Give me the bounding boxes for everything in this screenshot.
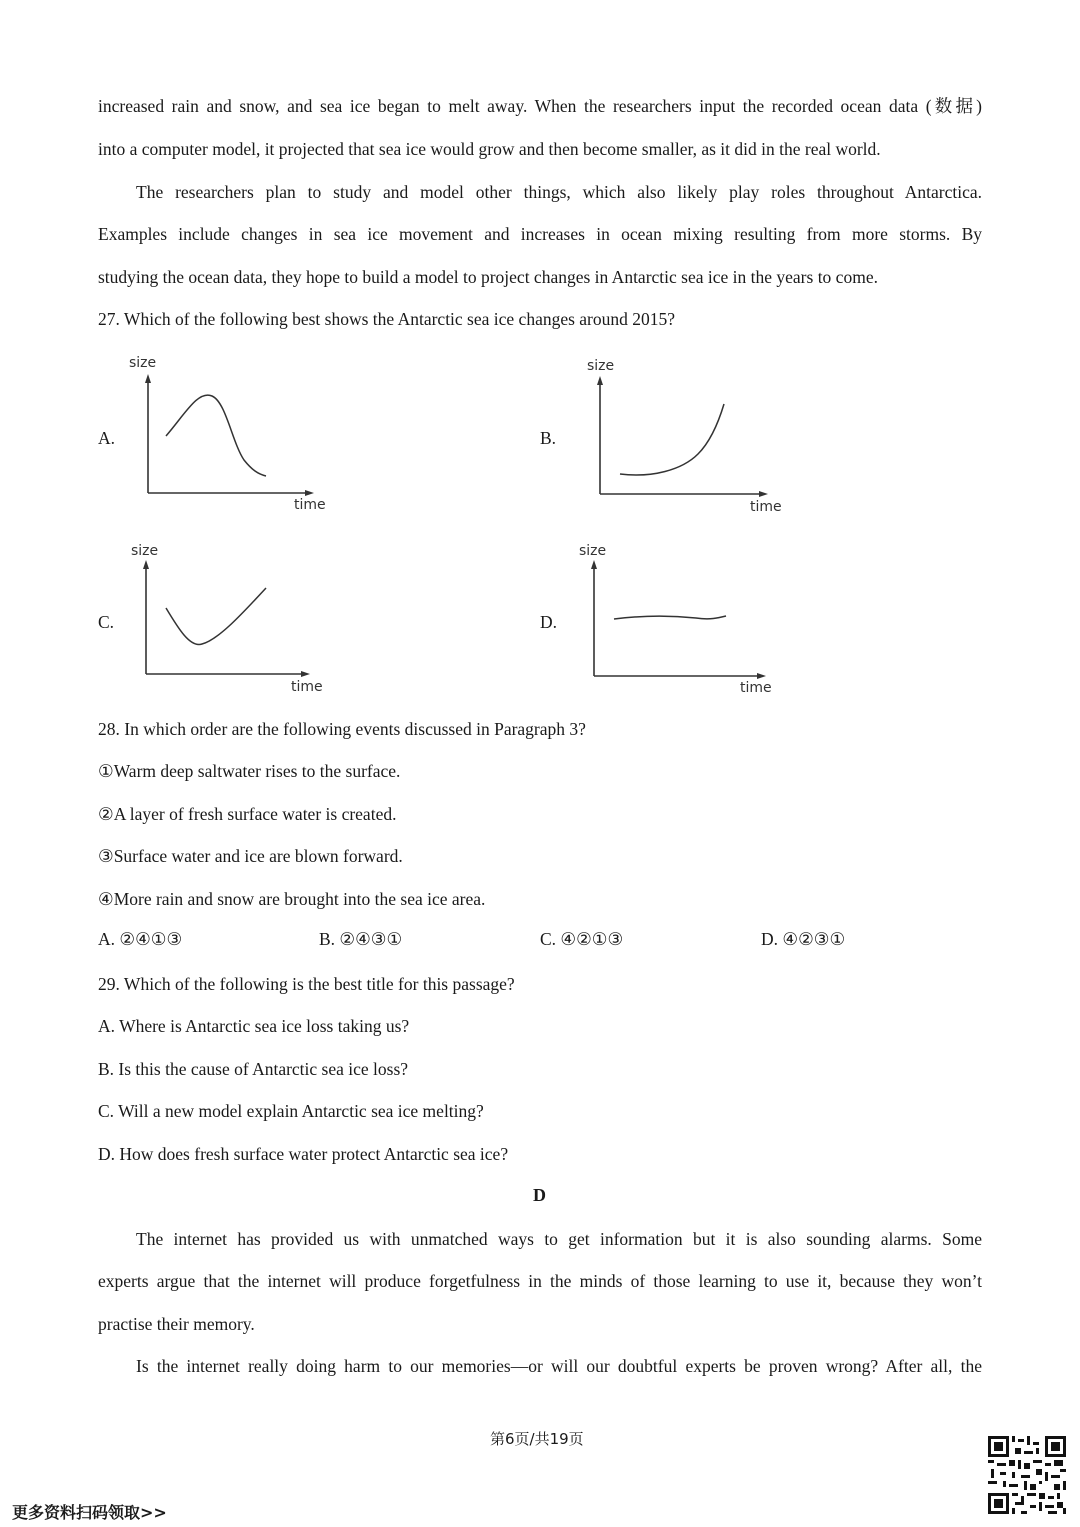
graph-d-xlabel: time [740,680,772,696]
graph-d-flat [586,558,774,682]
q28-choice-c: C. ④②①③ [540,929,624,949]
question-29: 29. Which of the following is the best title for this passage? [98,974,515,994]
passage-c-line-1: increased rain and snow, and sea ice began to melt away. When the researchers input the recorded ocean data (数据) [98,96,982,116]
passage-d-line-1: The internet has provided us with unmatched ways to get information but it is also sounding alarms. Some [136,1229,982,1249]
option-b-label: B. [540,428,557,448]
passage-c-line-3: The researchers plan to study and model other things, which also likely play roles throughout Antarctica. [136,182,982,202]
graph-a-rise-then-fall [140,372,320,500]
option-a-label: A. [98,428,116,448]
option-d-label: D. [540,612,558,632]
q29-choice-d: D. How does fresh surface water protect Antarctic sea ice? [98,1144,509,1164]
question-27: 27. Which of the following best shows the Antarctic sea ice changes around 2015? [98,309,676,329]
passage-c-line-5: studying the ocean data, they hope to build a model to project changes in Antarctic sea ice in the years to come. [98,267,878,287]
q29-choice-c: C. Will a new model explain Antarctic sea ice melting? [98,1101,484,1121]
passage-c-line-4: Examples include changes in sea ice movement and increases in ocean mixing resulting from more storms. By [98,224,982,244]
q28-choice-b: B. ②④③① [319,929,403,949]
graph-c-fall-then-rise [138,558,318,680]
section-d-heading: D [533,1185,546,1205]
q28-event-2: ②A layer of fresh surface water is created. [98,804,397,824]
graph-b-xlabel: time [750,499,782,515]
graph-d-ylabel: size [579,543,607,559]
passage-c-line-2: into a computer model, it projected that sea ice would grow and then become smaller, as it did in the real world. [98,139,881,159]
graph-a-ylabel: size [129,355,157,371]
graph-c-xlabel: time [291,679,323,695]
graph-c-ylabel: size [131,543,159,559]
graph-b-ylabel: size [587,358,615,374]
qr-code-icon[interactable] [988,1436,1066,1514]
q28-event-3: ③Surface water and ice are blown forward. [98,846,403,866]
option-c-label: C. [98,612,115,632]
passage-d-line-4: Is the internet really doing harm to our memories—or will our doubtful experts be proven wrong? After all, the [136,1356,982,1376]
q29-choice-b: B. Is this the cause of Antarctic sea ice loss? [98,1059,409,1079]
q28-choice-a: A. ②④①③ [98,929,183,949]
passage-d-line-2: experts argue that the internet will produce forgetfulness in the minds of those learning to use it, because they won’t [98,1271,982,1291]
q28-choice-d: D. ④②③① [761,929,846,949]
graph-a-xlabel: time [294,497,326,513]
q29-choice-a: A. Where is Antarctic sea ice loss taking us? [98,1016,410,1036]
promo-text[interactable]: 更多资料扫码领取>> [12,1503,167,1522]
q28-event-1: ①Warm deep saltwater rises to the surface. [98,761,401,781]
page-number: 第6页/共19页 [490,1430,584,1448]
question-28: 28. In which order are the following events discussed in Paragraph 3? [98,719,586,739]
graph-b-increasing-curve [592,374,776,500]
passage-d-line-3: practise their memory. [98,1314,255,1334]
q28-event-4: ④More rain and snow are brought into the sea ice area. [98,889,486,909]
